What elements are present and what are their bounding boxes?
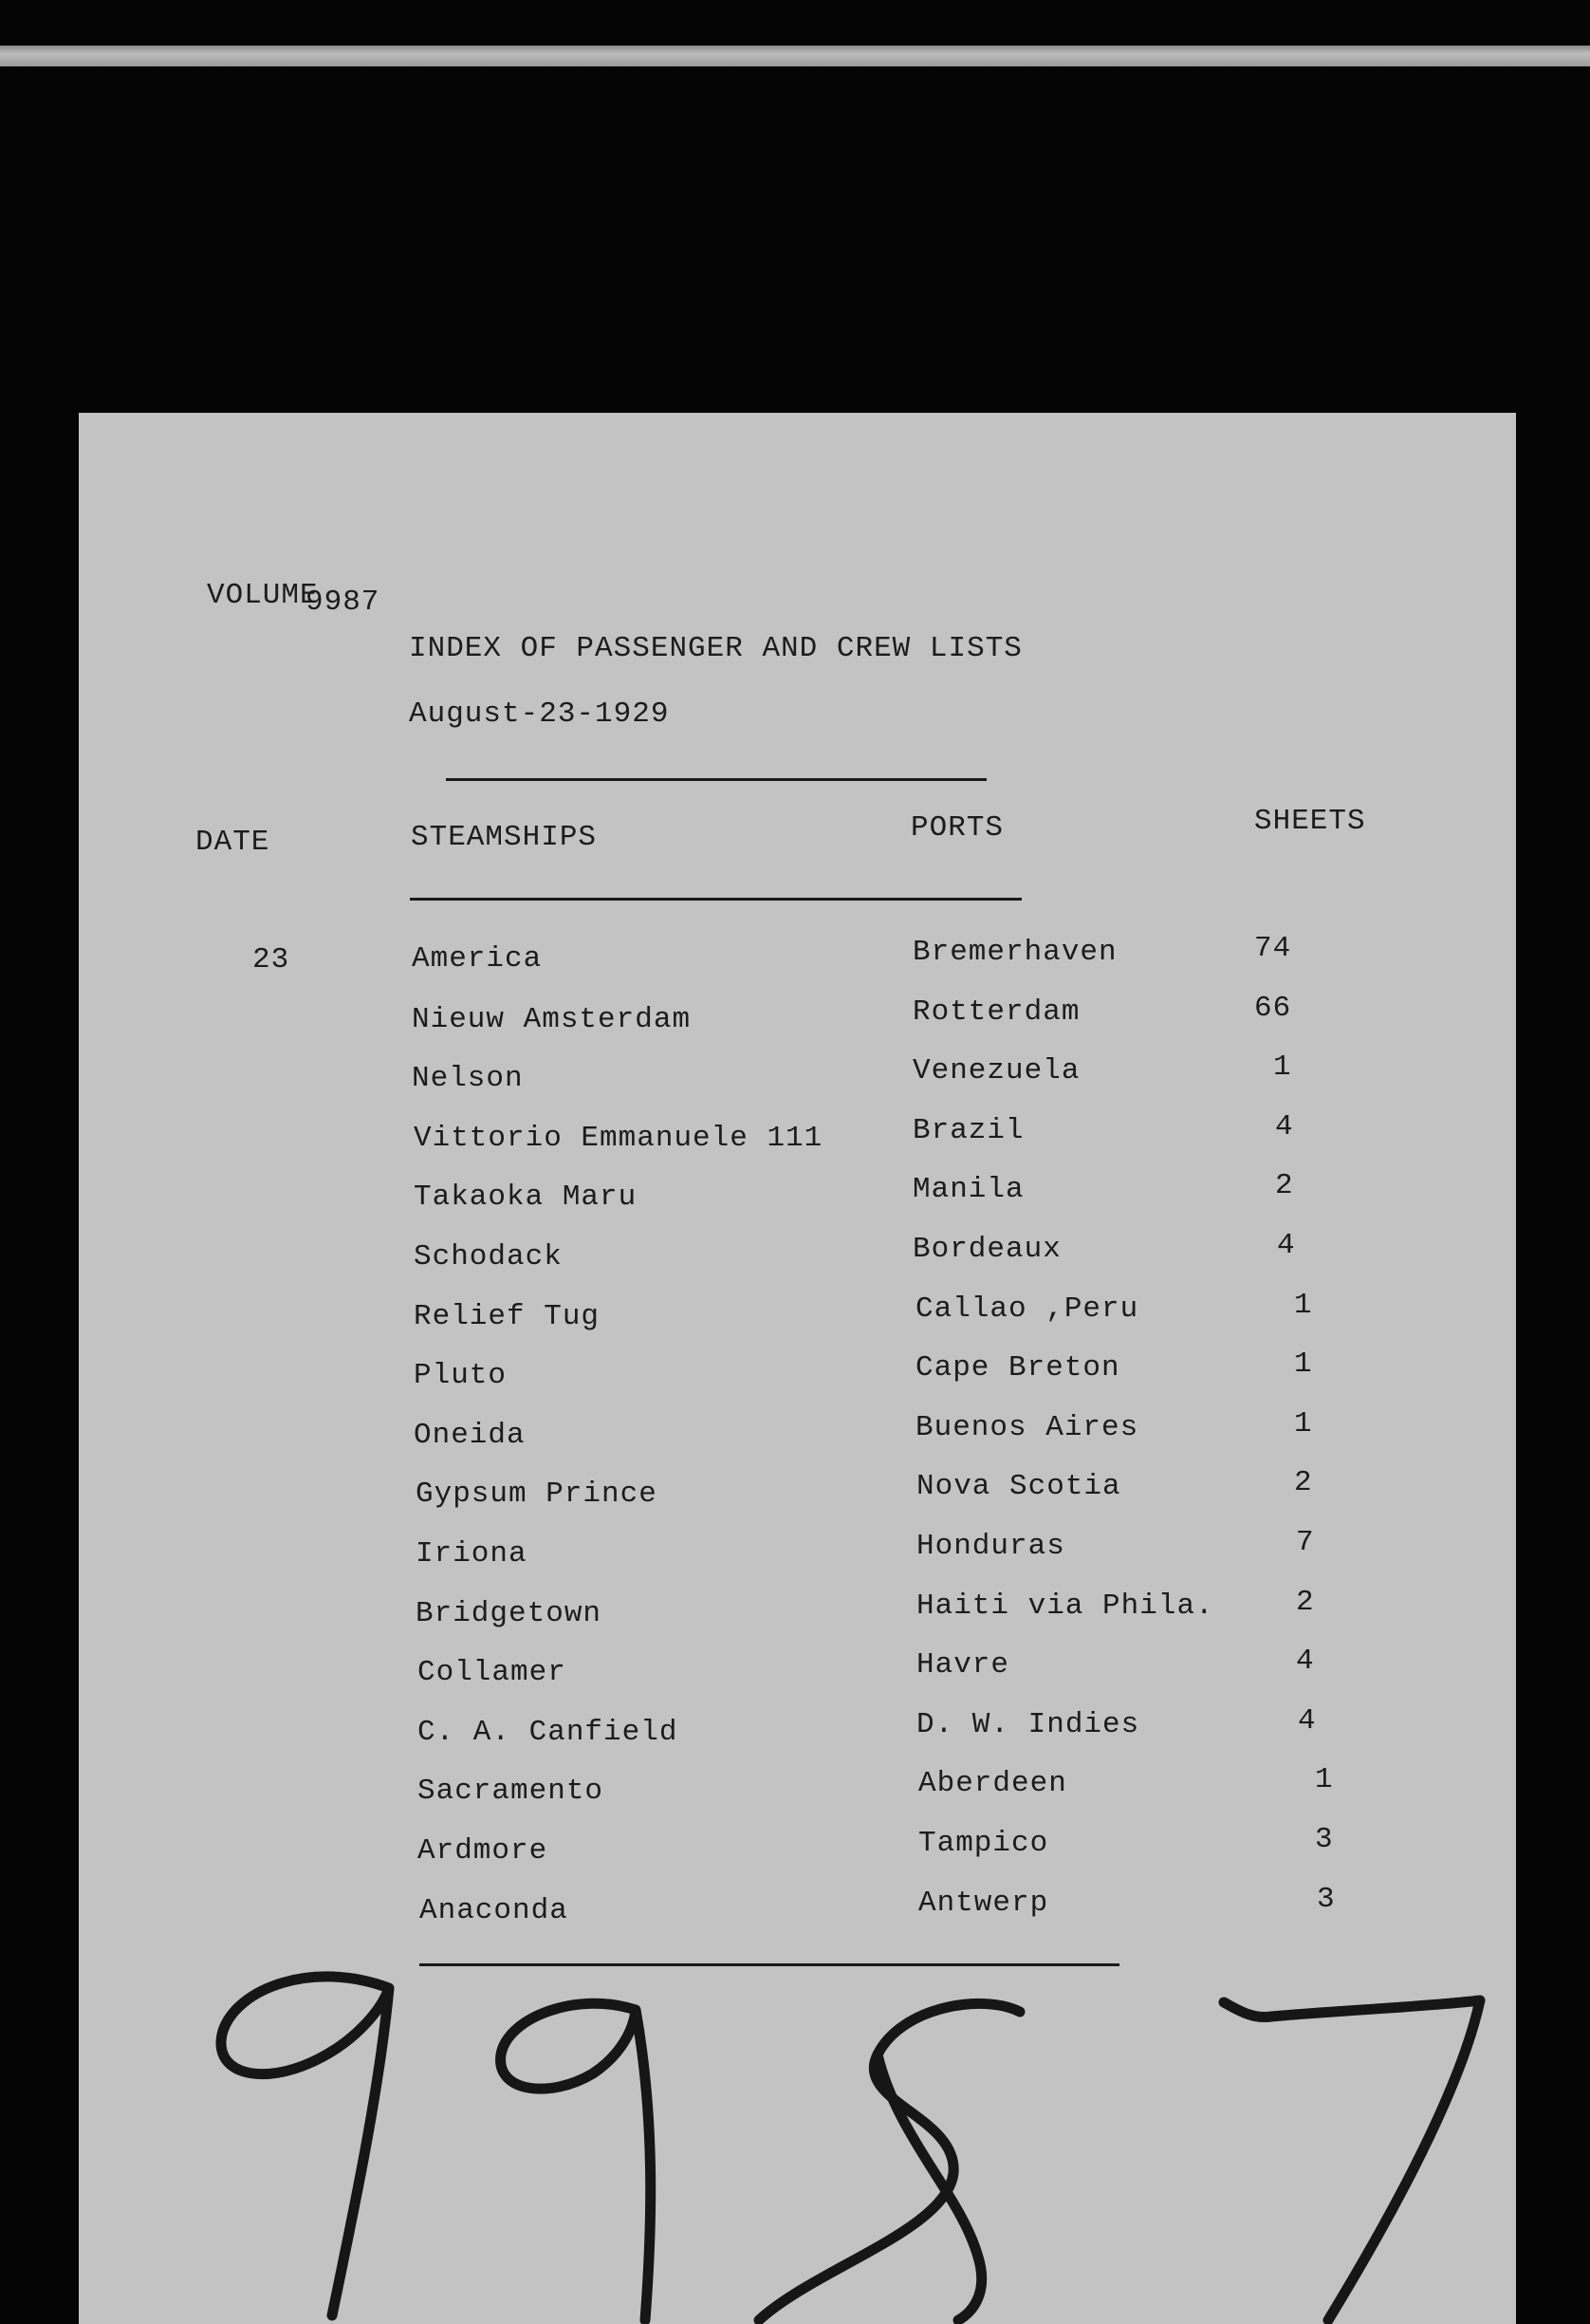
port-name: Antwerp — [918, 1886, 1049, 1920]
column-header-sheets: SHEETS — [1254, 805, 1366, 838]
ship-name: Oneida — [414, 1418, 526, 1452]
port-name: Honduras — [916, 1530, 1065, 1563]
ship-name: Ardmore — [417, 1834, 548, 1868]
sheet-count: 3 — [1315, 1823, 1334, 1856]
ship-name: Anaconda — [419, 1893, 568, 1927]
ship-name: Nieuw Amsterdam — [412, 1002, 692, 1036]
port-name: Manila — [913, 1173, 1025, 1207]
ship-name: C. A. Canfield — [417, 1715, 678, 1749]
sheet-count: 4 — [1298, 1703, 1317, 1738]
sheet-count: 1 — [1273, 1050, 1292, 1085]
sheet-count: 1 — [1294, 1406, 1313, 1441]
sheet-count: 1 — [1294, 1288, 1313, 1322]
ship-name: Sacramento — [417, 1775, 604, 1809]
ship-name: Collamer — [417, 1656, 566, 1690]
port-name: Venezuela — [913, 1054, 1081, 1088]
port-name: Cape Breton — [915, 1351, 1120, 1385]
ship-name: Iriona — [416, 1537, 527, 1571]
port-name: Callao ,Peru — [915, 1292, 1139, 1326]
document-date: August-23-1929 — [409, 697, 670, 731]
sheet-count: 66 — [1254, 991, 1292, 1025]
sheet-count: 1 — [1294, 1348, 1313, 1382]
sheet-count: 1 — [1315, 1763, 1334, 1797]
volume-label: VOLUME — [207, 579, 319, 612]
port-name: Bordeaux — [913, 1233, 1062, 1266]
volume-number: 9987 — [305, 586, 380, 619]
ship-name: Pluto — [414, 1359, 508, 1393]
ship-name: America — [412, 942, 543, 976]
sheet-count: 4 — [1275, 1109, 1294, 1143]
port-name: D. W. Indies — [916, 1707, 1140, 1741]
port-name: Brazil — [913, 1113, 1025, 1147]
column-header-steamships: STEAMSHIPS — [411, 821, 598, 854]
port-name: Nova Scotia — [916, 1470, 1121, 1504]
sheet-count: 4 — [1296, 1645, 1315, 1679]
sheet-count: 74 — [1254, 932, 1292, 965]
ship-name: Takaoka Maru — [414, 1181, 638, 1215]
document-title: INDEX OF PASSENGER AND CREW LISTS — [409, 632, 1023, 665]
sheet-count: 7 — [1296, 1526, 1315, 1559]
sheet-count: 3 — [1317, 1882, 1336, 1916]
ship-name: Nelson — [412, 1062, 524, 1096]
sheet-count: 2 — [1294, 1466, 1313, 1500]
sheet-count: 4 — [1277, 1229, 1296, 1262]
port-name: Havre — [916, 1648, 1010, 1683]
port-name: Haiti via Phila. — [916, 1589, 1214, 1623]
ship-name: Schodack — [414, 1240, 563, 1274]
port-name: Buenos Aires — [915, 1410, 1139, 1444]
port-name: Bremerhaven — [913, 936, 1118, 969]
ship-name: Relief Tug — [414, 1299, 601, 1333]
entry-date: 23 — [252, 943, 290, 976]
ship-name: Gypsum Prince — [416, 1478, 657, 1512]
ship-name: Bridgetown — [416, 1596, 602, 1630]
port-name: Aberdeen — [918, 1767, 1067, 1801]
sheet-count: 2 — [1296, 1585, 1315, 1619]
ship-name: Vittorio Emmanuele 111 — [414, 1121, 823, 1155]
sheet-count: 2 — [1275, 1169, 1294, 1203]
port-name: Tampico — [918, 1827, 1049, 1860]
port-name: Rotterdam — [913, 995, 1081, 1029]
column-header-date: DATE — [195, 826, 270, 859]
column-header-ports: PORTS — [911, 811, 1005, 845]
